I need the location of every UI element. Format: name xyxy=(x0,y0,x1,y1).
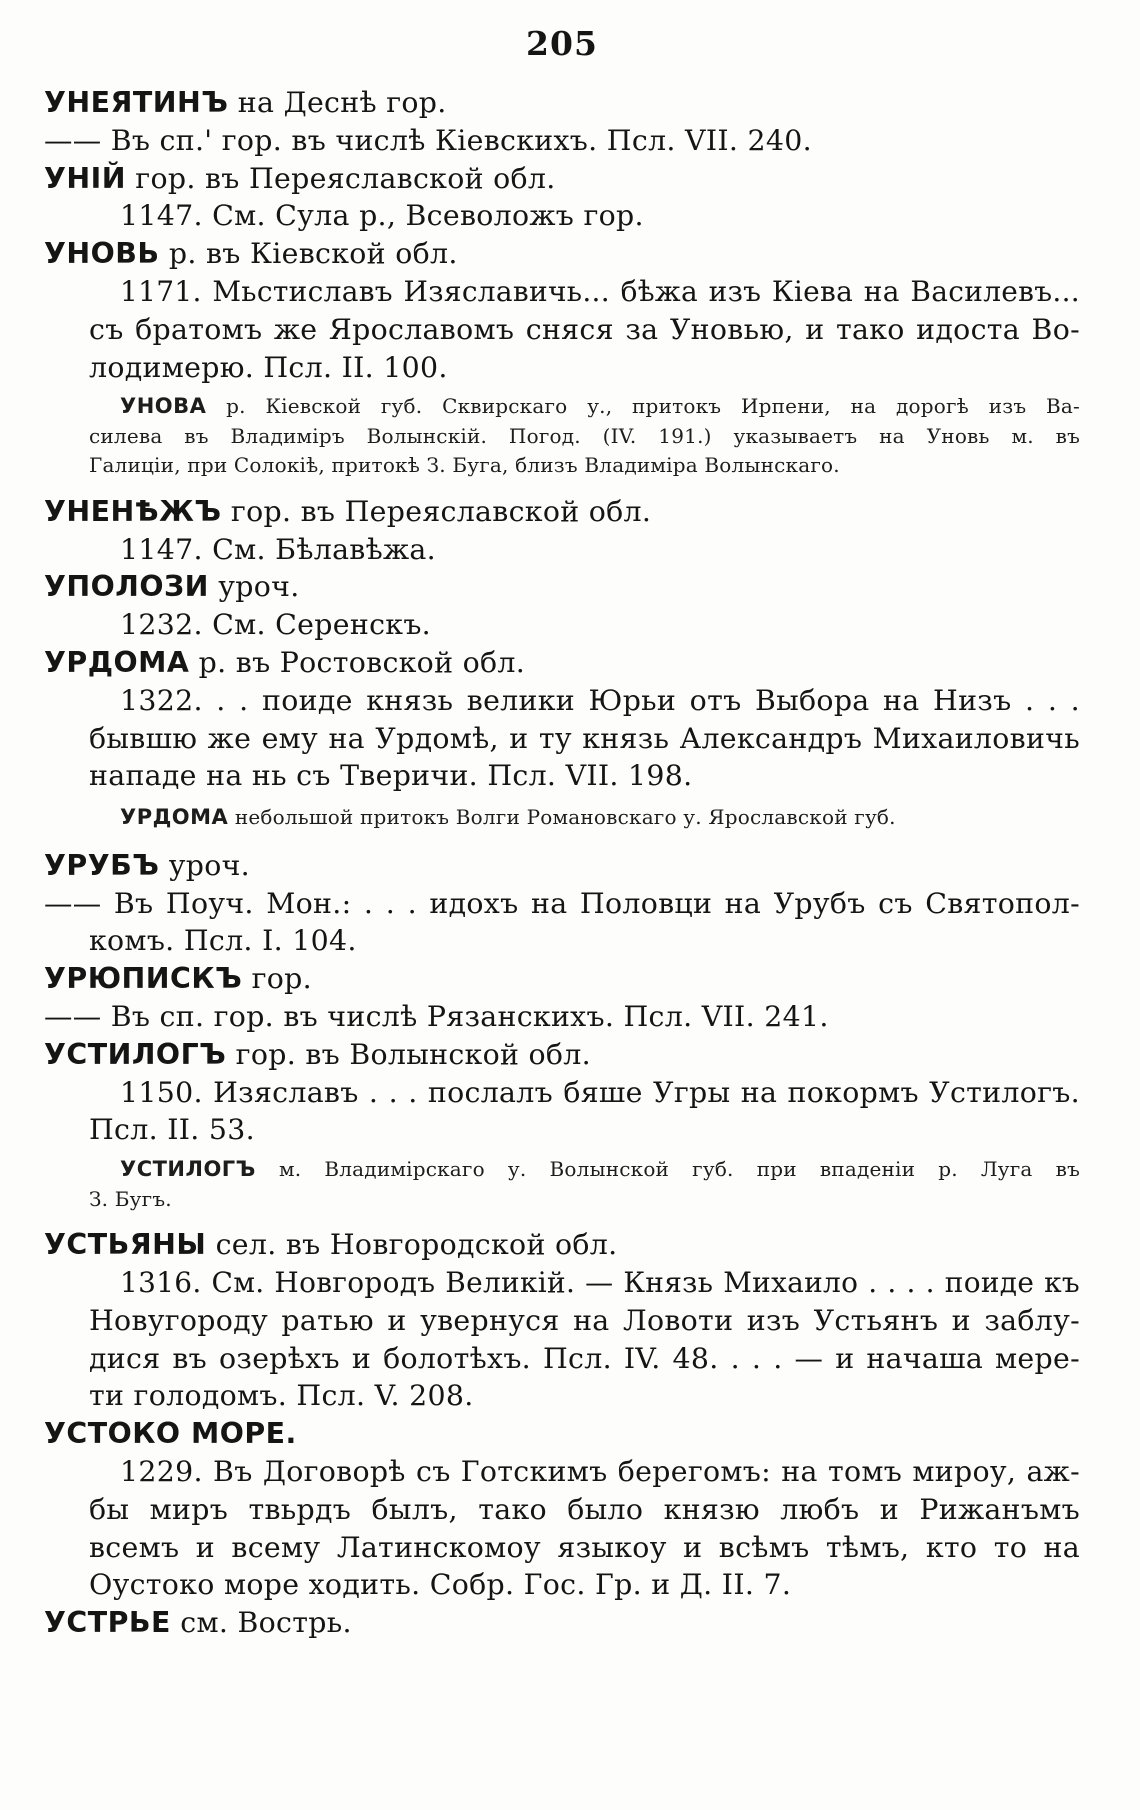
headword-description: на Деснѣ гор. xyxy=(228,86,447,119)
headword: УСТОКО МОРЕ. xyxy=(44,1417,297,1451)
note-text: небольшой притокъ Волги Романовскаго у. Ярославской губ. xyxy=(228,805,896,830)
entry-headword-line xyxy=(44,960,1080,998)
note-line xyxy=(44,392,1080,422)
cross-reference-line: 1147. См. Бѣлавѣжа. xyxy=(120,532,436,566)
page-number: 205 xyxy=(526,24,598,63)
headword: УРЮПИСКЪ xyxy=(44,962,243,996)
note-text: м. Владимірскаго у. Волынской губ. при впаденіи р. Луга въ xyxy=(255,1157,1080,1182)
editorial-note xyxy=(44,803,1080,833)
note-text: р. Кіевской губ. Сквирскаго у., притокъ Ирпени, на дорогѣ изъ Ва- xyxy=(206,394,1080,419)
entry-headword-line xyxy=(44,568,1080,606)
note-headword: УНОВА xyxy=(120,394,207,419)
editorial-note xyxy=(44,392,1080,481)
note-headword: УРДОМА xyxy=(120,805,229,830)
headword-description: см. Вострь. xyxy=(170,1606,352,1640)
quotation-line: всемъ и всему Латинскомоу языкоу и всѣмъ тѣмъ, кто то на xyxy=(89,1530,1080,1564)
quotation-line: бы миръ твьрдъ былъ, тако было князю любъ и Рижанъмъ xyxy=(89,1492,1080,1526)
headword: УПОЛОЗИ xyxy=(44,570,209,604)
headword-description: сел. въ Новгородской обл. xyxy=(206,1228,618,1262)
quotation-line: 1150. Изяславъ . . . послалъ бяше Угры на покормъ Устилогъ. xyxy=(120,1075,1080,1109)
reference-line: —— Въ сп.' гор. въ числѣ Кіевскихъ. Псл. VII. 240. xyxy=(44,123,812,157)
headword: УСТРЬЕ xyxy=(44,1606,171,1640)
quotation-line: Псл. II. 53. xyxy=(89,1113,255,1147)
headword-description: уроч. xyxy=(159,848,250,882)
entry-headword-line xyxy=(44,1226,1080,1264)
quotation-line: 1316. См. Новгородъ Великій. — Князь Михаило . . . . поиде къ xyxy=(120,1265,1080,1299)
quotation-line: 1322. . . поиде князь велики Юрьи отъ Выбора на Низъ . . . xyxy=(120,683,1080,717)
note-headword: УСТИЛОГЪ xyxy=(120,1157,256,1182)
quotation-line: лодимерю. Псл. II. 100. xyxy=(89,350,448,384)
entry-headword-line xyxy=(44,1036,1080,1074)
headword: УНЕЯТИНЪ xyxy=(44,86,229,119)
quotation-line: дися въ озерѣхъ и болотѣхъ. Псл. IV. 48. . . . — и начаша мере- xyxy=(89,1341,1080,1375)
note-text: З. Бугъ. xyxy=(89,1186,172,1211)
quotation-line: бывшю же ему на Урдомѣ, и ту князь Александръ Михаиловичь xyxy=(89,721,1080,755)
note-text: Галиціи, при Солокіѣ, притокѣ З. Буга, близъ Владиміра Волынскаго. xyxy=(89,453,840,478)
quotation-line: ти голодомъ. Псл. V. 208. xyxy=(89,1379,474,1413)
quotation-line: 1171. Мьстиславъ Изяславичь... бѣжа изъ Кіева на Василевъ... xyxy=(120,274,1080,308)
entry-headword-line xyxy=(44,847,1080,885)
quotation-line: —— Въ Поуч. Мон.: . . . идохъ на Половци на Урубъ съ Святопол- xyxy=(44,886,1080,920)
headword-description: уроч. xyxy=(208,570,300,604)
entry-headword-line xyxy=(44,235,1080,273)
headword-description: гор. въ Волынской обл. xyxy=(226,1037,591,1071)
entry-headword-line xyxy=(44,160,1080,198)
headword-description: гор. xyxy=(242,962,312,996)
entry-headword-line xyxy=(44,84,1080,122)
note-line xyxy=(44,1185,1080,1215)
headword: УРУБЪ xyxy=(44,848,160,882)
editorial-note xyxy=(44,1155,1080,1214)
quotation-line: 1229. Въ Договорѣ съ Готскимъ берегомъ: на томъ мироу, аж- xyxy=(120,1454,1080,1488)
entry-headword-line xyxy=(44,644,1080,682)
headword: УНІЙ xyxy=(44,161,126,195)
entry-headword-line xyxy=(44,1415,1080,1453)
headword-description: гор. въ Переяславской обл. xyxy=(221,494,652,528)
headword-description: р. въ Ростовской обл. xyxy=(189,646,526,680)
headword: УНОВЬ xyxy=(44,237,160,271)
cross-reference-line: 1147. См. Сула р., Всеволожъ гор. xyxy=(120,199,644,233)
quotation-line: Новугороду ратью и увернуся на Ловоти изъ Устьянъ и заблу- xyxy=(89,1303,1080,1337)
note-text: силева въ Владиміръ Волынскій. Погод. (IV. 191.) указываетъ на Уновь м. въ xyxy=(89,423,1080,448)
headword: УРДОМА xyxy=(44,646,190,680)
note-line xyxy=(44,803,1080,833)
quotation-line: Оустоко море ходить. Собр. Гос. Гр. и Д. II. 7. xyxy=(89,1568,792,1602)
entries-list xyxy=(44,84,1080,1642)
headword: УСТИЛОГЪ xyxy=(44,1037,227,1071)
headword: УНЕНѢЖЪ xyxy=(44,494,222,528)
entry-headword-line xyxy=(44,493,1080,531)
note-line xyxy=(44,1155,1080,1185)
quotation-line: нападе на нь съ Тверичи. Псл. VII. 198. xyxy=(89,759,693,793)
cross-reference-line: 1232. См. Серенскъ. xyxy=(120,608,432,642)
note-line xyxy=(44,451,1080,481)
reference-line: —— Въ сп. гор. въ числѣ Рязанскихъ. Псл. VII. 241. xyxy=(44,999,829,1033)
headword-description: гор. въ Переяславской обл. xyxy=(125,161,556,195)
quotation-line: съ братомъ же Ярославомъ сняся за Уновью, и тако идоста Во- xyxy=(89,312,1080,346)
note-line xyxy=(44,422,1080,452)
entry-headword-line xyxy=(44,1604,1080,1642)
quotation-line: комъ. Псл. I. 104. xyxy=(89,924,357,958)
headword-description: р. въ Кіевской обл. xyxy=(159,237,458,271)
headword: УСТЬЯНЫ xyxy=(44,1228,207,1262)
